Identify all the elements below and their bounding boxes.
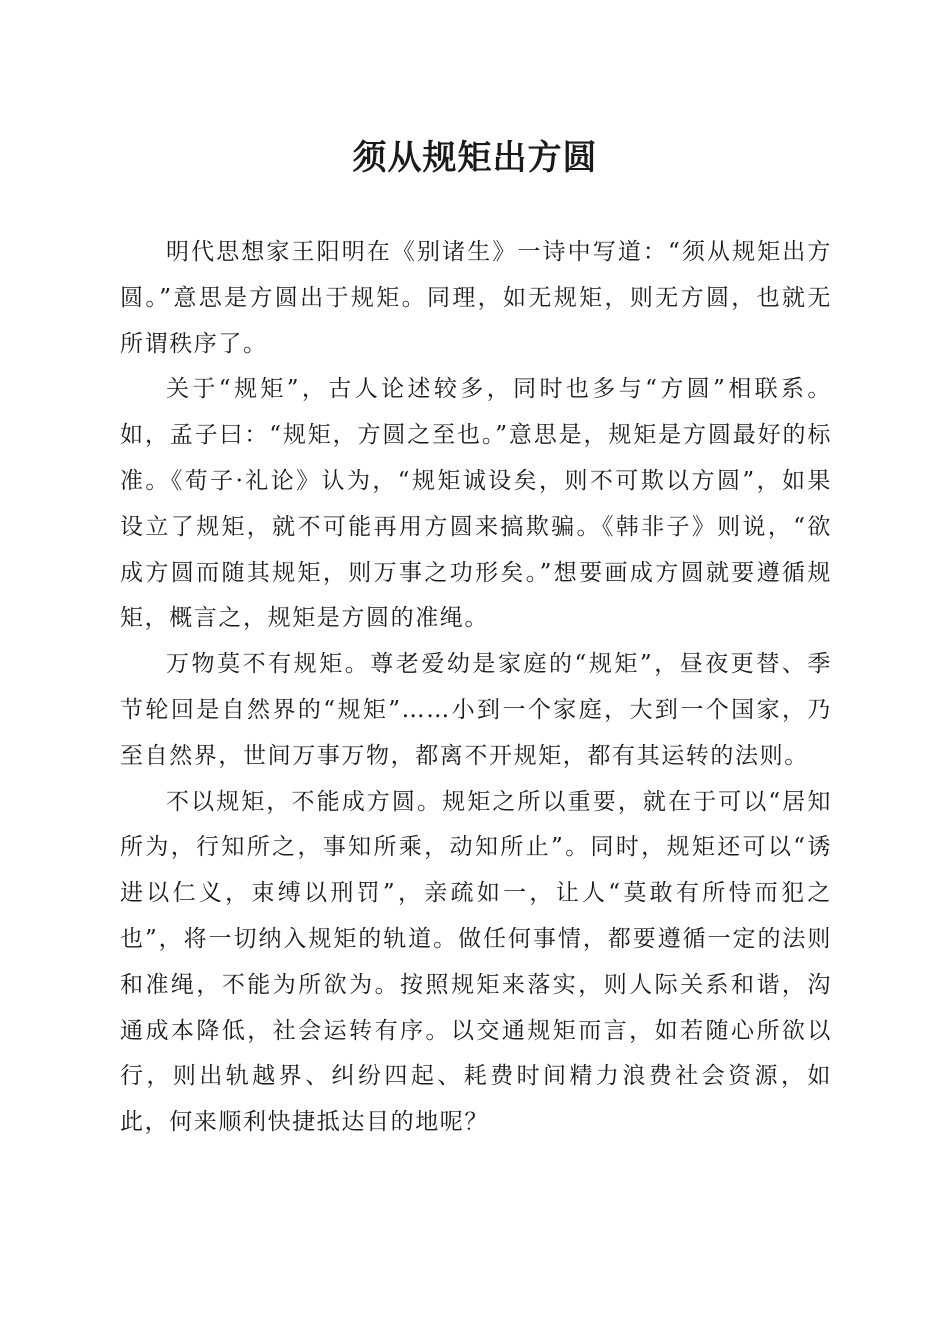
- paragraph-4: 不以规矩，不能成方圆。规矩之所以重要，就在于可以“居知所为，行知所之，事知所乘，动知所止”。同时，规矩还可以“诱进以仁义，束缚以刑罚”，亲疏如一，让人“莫敢有所恃而犯之也”，将一切纳入规矩的轨道。做任何事情，都要遵循一定的法则和准绳，不能为所欲为。按照规矩来落实，则人际关系和谐，沟通成本降低，社会运转有序。以交通规矩而言，如若随心所欲以行，则出轨越界、纠纷四起、耗费时间精力浪费社会资源，如此，何来顺利快捷抵达目的地呢？: [120, 788, 832, 1136]
- paragraph-3: 万物莫不有规矩。尊老爱幼是家庭的“规矩”，昼夜更替、季节轮回是自然界的“规矩”……小到一个家庭，大到一个国家，乃至自然界，世间万事万物，都离不开规矩，都有其运转的法则。: [120, 651, 832, 769]
- document-body: [120, 230, 832, 1146]
- paragraph-1: 明代思想家王阳明在《别诸生》一诗中写道：“须从规矩出方圆。”意思是方圆出于规矩。同理，如无规矩，则无方圆，也就无所谓秩序了。: [120, 239, 832, 357]
- document-title: 须从规矩出方圆: [352, 138, 598, 178]
- paragraph-2: 关于“规矩”，古人论述较多，同时也多与“方圆”相联系。如，孟子曰：“规矩，方圆之至也。”意思是，规矩是方圆最好的标准。《荀子·礼论》认为，“规矩诚设矣，则不可欺以方圆”，如果设立了规矩，就不可能再用方圆来搞欺骗。《韩非子》则说，“欲成方圆而随其规矩，则万事之功形矣。”想要画成方圆就要遵循规矩，概言之，规矩是方圆的准绳。: [120, 376, 832, 632]
